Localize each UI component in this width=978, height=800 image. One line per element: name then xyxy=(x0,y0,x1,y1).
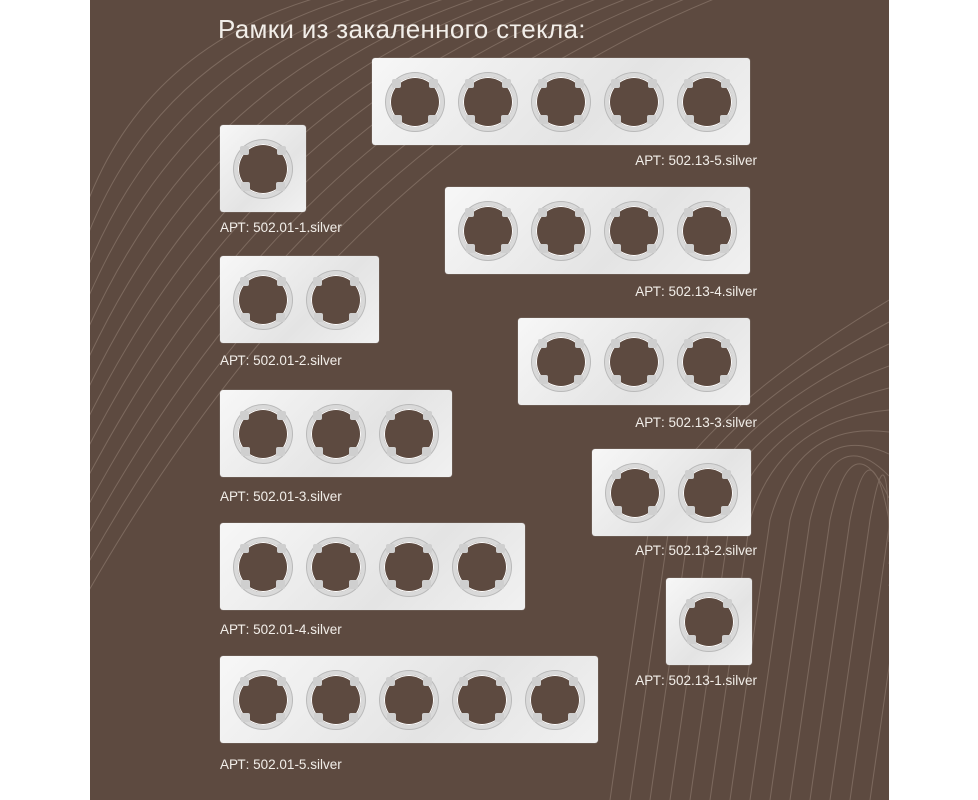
socket-opening xyxy=(307,271,365,329)
article-label: АРТ: 502.01-1.silver xyxy=(220,220,342,235)
socket-opening xyxy=(532,73,590,131)
socket-opening xyxy=(307,538,365,596)
socket-opening xyxy=(678,73,736,131)
page-title: Рамки из закаленного стекла: xyxy=(218,14,586,44)
glass-frame-3-gang xyxy=(518,318,750,405)
socket-opening xyxy=(680,593,738,651)
glass-frame-2-gang xyxy=(592,449,751,536)
socket-opening xyxy=(386,73,444,131)
glass-frame-4-gang xyxy=(220,523,525,610)
glass-frame-4-gang xyxy=(445,187,750,274)
article-label: АРТ: 502.01-3.silver xyxy=(220,489,342,504)
article-label: АРТ: 502.13-5.silver xyxy=(635,153,757,168)
socket-opening xyxy=(307,671,365,729)
glass-frame-1-gang xyxy=(220,125,306,212)
socket-opening xyxy=(532,333,590,391)
socket-opening xyxy=(532,202,590,260)
glass-frame-1-gang xyxy=(666,578,752,665)
socket-opening xyxy=(234,271,292,329)
socket-opening xyxy=(526,671,584,729)
socket-opening xyxy=(234,405,292,463)
socket-opening xyxy=(307,405,365,463)
glass-frame-5-gang xyxy=(372,58,750,145)
socket-opening xyxy=(605,202,663,260)
socket-opening xyxy=(234,671,292,729)
socket-opening xyxy=(605,73,663,131)
article-label: АРТ: 502.01-4.silver xyxy=(220,622,342,637)
socket-opening xyxy=(605,333,663,391)
socket-opening xyxy=(453,671,511,729)
socket-opening xyxy=(380,538,438,596)
article-label: АРТ: 502.13-4.silver xyxy=(635,284,757,299)
article-label: АРТ: 502.13-3.silver xyxy=(635,415,757,430)
socket-opening xyxy=(234,538,292,596)
socket-opening xyxy=(679,464,737,522)
socket-opening xyxy=(380,671,438,729)
glass-frame-2-gang xyxy=(220,256,379,343)
socket-opening xyxy=(606,464,664,522)
socket-opening xyxy=(678,333,736,391)
glass-frame-5-gang xyxy=(220,656,598,743)
socket-opening xyxy=(234,140,292,198)
socket-opening xyxy=(459,202,517,260)
article-label: АРТ: 502.13-1.silver xyxy=(635,673,757,688)
glass-frame-3-gang xyxy=(220,390,452,477)
socket-opening xyxy=(453,538,511,596)
article-label: АРТ: 502.13-2.silver xyxy=(635,543,757,558)
socket-opening xyxy=(678,202,736,260)
socket-opening xyxy=(459,73,517,131)
socket-opening xyxy=(380,405,438,463)
article-label: АРТ: 502.01-5.silver xyxy=(220,757,342,772)
article-label: АРТ: 502.01-2.silver xyxy=(220,353,342,368)
